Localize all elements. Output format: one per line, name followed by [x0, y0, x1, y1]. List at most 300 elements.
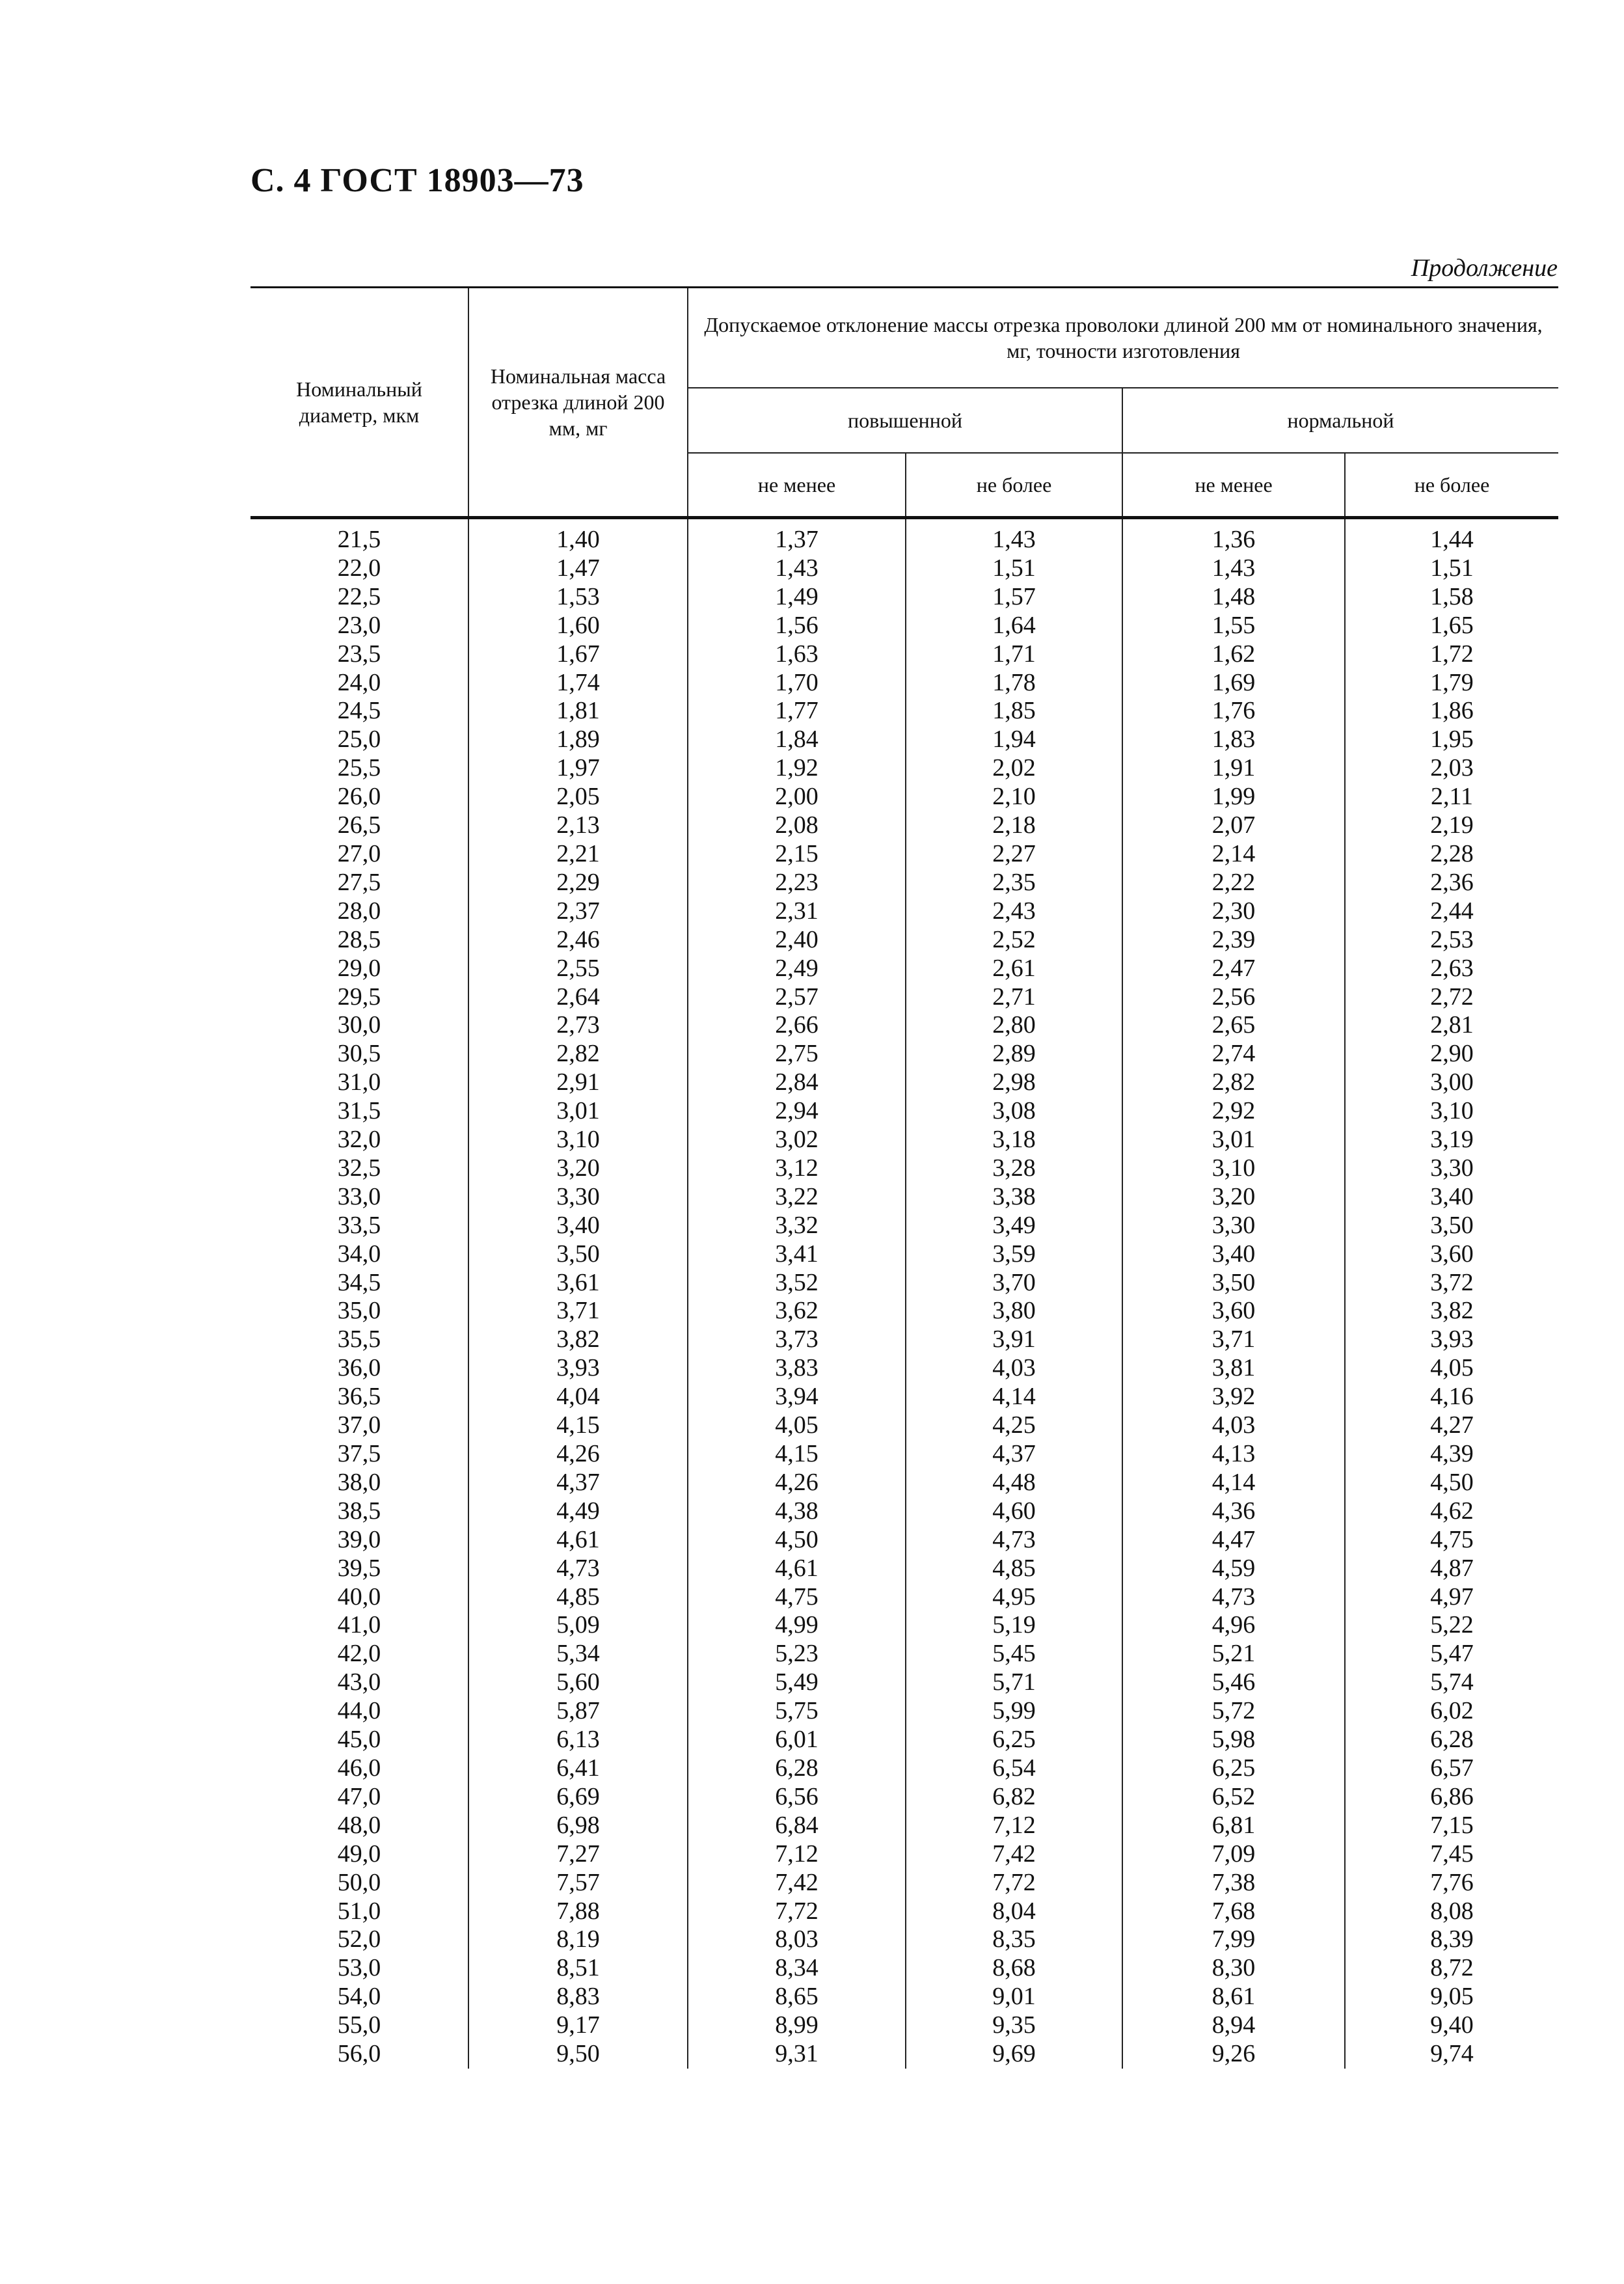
table-row: [250, 955, 1558, 983]
mass-cell: 5,60: [468, 1668, 688, 1697]
increased-max-cell: 4,25: [906, 1411, 1122, 1440]
table-row: [250, 1869, 1558, 1897]
table-row: [250, 1011, 1558, 1040]
increased-max-cell: 8,68: [906, 1954, 1122, 1983]
table-row: [250, 1068, 1558, 1097]
wire-mass-table: [250, 286, 1558, 2069]
increased-min-cell: 4,05: [688, 1411, 906, 1440]
mass-cell: 7,27: [468, 1840, 688, 1869]
normal-min-cell: 3,81: [1122, 1354, 1345, 1383]
increased-max-cell: 3,49: [906, 1212, 1122, 1240]
increased-max-cell: 2,61: [906, 955, 1122, 983]
normal-min-cell: 2,30: [1122, 897, 1345, 926]
normal-min-cell: 4,47: [1122, 1526, 1345, 1555]
diameter-cell: 22,0: [250, 554, 468, 583]
normal-max-cell: 3,93: [1345, 1326, 1558, 1354]
normal-min-cell: 3,30: [1122, 1212, 1345, 1240]
mass-cell: 1,40: [468, 518, 688, 554]
table-row: [250, 1983, 1558, 2011]
increased-min-cell: 3,41: [688, 1240, 906, 1269]
increased-max-cell: 3,38: [906, 1183, 1122, 1212]
table-row: [250, 811, 1558, 840]
normal-max-cell: 3,50: [1345, 1212, 1558, 1240]
increased-min-cell: 3,83: [688, 1354, 906, 1383]
normal-min-cell: 4,96: [1122, 1611, 1345, 1640]
increased-max-cell: 2,10: [906, 783, 1122, 811]
increased-min-cell: 6,56: [688, 1783, 906, 1812]
increased-min-cell: 6,01: [688, 1726, 906, 1754]
increased-min-cell: 2,15: [688, 840, 906, 869]
increased-min-cell: 4,15: [688, 1440, 906, 1469]
increased-max-cell: 4,60: [906, 1497, 1122, 1526]
mass-cell: 5,87: [468, 1697, 688, 1726]
increased-min-cell: 3,62: [688, 1297, 906, 1326]
increased-max-cell: 2,98: [906, 1068, 1122, 1097]
normal-max-cell: 1,51: [1345, 554, 1558, 583]
mass-cell: 5,34: [468, 1640, 688, 1668]
normal-min-cell: 4,14: [1122, 1469, 1345, 1497]
increased-max-cell: 2,18: [906, 811, 1122, 840]
diameter-cell: 23,5: [250, 640, 468, 669]
increased-max-cell: 4,85: [906, 1555, 1122, 1583]
increased-min-cell: 4,26: [688, 1469, 906, 1497]
table-row: [250, 1783, 1558, 1812]
normal-min-cell: 1,69: [1122, 669, 1345, 698]
table-row: [250, 669, 1558, 698]
mass-cell: 3,71: [468, 1297, 688, 1326]
mass-cell: 2,13: [468, 811, 688, 840]
mass-cell: 3,93: [468, 1354, 688, 1383]
diameter-cell: 25,0: [250, 726, 468, 754]
normal-max-cell: 3,00: [1345, 1068, 1558, 1097]
increased-min-cell: 2,66: [688, 1011, 906, 1040]
table-row: [250, 1640, 1558, 1668]
diameter-cell: 48,0: [250, 1812, 468, 1840]
table-row: [250, 1154, 1558, 1183]
increased-min-cell: 1,92: [688, 754, 906, 783]
diameter-cell: 25,5: [250, 754, 468, 783]
increased-max-cell: 1,71: [906, 640, 1122, 669]
increased-max-cell: 1,94: [906, 726, 1122, 754]
normal-max-cell: 8,08: [1345, 1897, 1558, 1926]
table-row: [250, 1240, 1558, 1269]
mass-cell: 4,26: [468, 1440, 688, 1469]
diameter-cell: 27,5: [250, 869, 468, 897]
diameter-cell: 50,0: [250, 1869, 468, 1897]
table-row: [250, 697, 1558, 726]
normal-max-cell: 3,19: [1345, 1126, 1558, 1154]
mass-cell: 4,73: [468, 1555, 688, 1583]
increased-min-cell: 2,75: [688, 1040, 906, 1068]
increased-max-cell: 9,01: [906, 1983, 1122, 2011]
increased-max-cell: 5,19: [906, 1611, 1122, 1640]
mass-cell: 3,30: [468, 1183, 688, 1212]
mass-cell: 6,41: [468, 1754, 688, 1783]
mass-cell: 3,20: [468, 1154, 688, 1183]
diameter-cell: 52,0: [250, 1925, 468, 1954]
mass-cell: 1,67: [468, 640, 688, 669]
wire-mass-table-container: [250, 286, 1558, 2069]
increased-min-cell: 3,94: [688, 1383, 906, 1411]
table-row: [250, 1126, 1558, 1154]
mass-cell: 4,49: [468, 1497, 688, 1526]
table-row: [250, 1183, 1558, 1212]
normal-min-cell: 2,07: [1122, 811, 1345, 840]
normal-min-cell: 3,01: [1122, 1126, 1345, 1154]
normal-max-cell: 6,86: [1345, 1783, 1558, 1812]
increased-min-cell: 1,63: [688, 640, 906, 669]
normal-min-cell: 7,09: [1122, 1840, 1345, 1869]
mass-cell: 9,50: [468, 2040, 688, 2069]
normal-max-cell: 4,87: [1345, 1555, 1558, 1583]
increased-min-cell: 3,73: [688, 1326, 906, 1354]
normal-max-cell: 5,47: [1345, 1640, 1558, 1668]
normal-min-cell: 2,14: [1122, 840, 1345, 869]
increased-min-cell: 1,77: [688, 697, 906, 726]
normal-min-cell: 5,21: [1122, 1640, 1345, 1668]
normal-max-cell: 2,44: [1345, 897, 1558, 926]
normal-max-cell: 3,82: [1345, 1297, 1558, 1326]
increased-max-cell: 2,02: [906, 754, 1122, 783]
normal-max-cell: 1,86: [1345, 697, 1558, 726]
header-increased-accuracy: повышенной: [688, 388, 1122, 453]
normal-min-cell: 1,76: [1122, 697, 1345, 726]
page-header: С. 4 ГОСТ 18903—73: [250, 162, 584, 199]
diameter-cell: 32,5: [250, 1154, 468, 1183]
diameter-cell: 37,0: [250, 1411, 468, 1440]
increased-max-cell: 4,14: [906, 1383, 1122, 1411]
mass-cell: 3,40: [468, 1212, 688, 1240]
diameter-cell: 26,5: [250, 811, 468, 840]
normal-max-cell: 2,36: [1345, 869, 1558, 897]
normal-max-cell: 2,28: [1345, 840, 1558, 869]
table-row: [250, 1097, 1558, 1126]
mass-cell: 1,74: [468, 669, 688, 698]
diameter-cell: 38,0: [250, 1469, 468, 1497]
normal-max-cell: 8,39: [1345, 1925, 1558, 1954]
mass-cell: 2,64: [468, 983, 688, 1012]
normal-min-cell: 9,26: [1122, 2040, 1345, 2069]
table-row: [250, 1840, 1558, 1869]
normal-min-cell: 5,46: [1122, 1668, 1345, 1697]
mass-cell: 1,60: [468, 612, 688, 640]
diameter-cell: 34,5: [250, 1269, 468, 1298]
mass-cell: 2,21: [468, 840, 688, 869]
diameter-cell: 31,5: [250, 1097, 468, 1126]
normal-min-cell: 6,25: [1122, 1754, 1345, 1783]
diameter-cell: 36,0: [250, 1354, 468, 1383]
table-row: [250, 869, 1558, 897]
normal-min-cell: 7,68: [1122, 1897, 1345, 1926]
increased-min-cell: 6,84: [688, 1812, 906, 1840]
increased-max-cell: 7,42: [906, 1840, 1122, 1869]
diameter-cell: 30,0: [250, 1011, 468, 1040]
normal-max-cell: 6,57: [1345, 1754, 1558, 1783]
normal-min-cell: 3,92: [1122, 1383, 1345, 1411]
normal-max-cell: 2,72: [1345, 983, 1558, 1012]
normal-max-cell: 2,03: [1345, 754, 1558, 783]
diameter-cell: 43,0: [250, 1668, 468, 1697]
increased-max-cell: 2,27: [906, 840, 1122, 869]
increased-max-cell: 2,52: [906, 926, 1122, 955]
diameter-cell: 24,0: [250, 669, 468, 698]
increased-max-cell: 1,85: [906, 697, 1122, 726]
normal-min-cell: 4,36: [1122, 1497, 1345, 1526]
continuation-label: Продолжение: [1411, 254, 1558, 282]
increased-min-cell: 3,22: [688, 1183, 906, 1212]
normal-max-cell: 3,30: [1345, 1154, 1558, 1183]
normal-min-cell: 3,40: [1122, 1240, 1345, 1269]
diameter-cell: 29,0: [250, 955, 468, 983]
normal-min-cell: 1,83: [1122, 726, 1345, 754]
normal-min-cell: 7,38: [1122, 1869, 1345, 1897]
mass-cell: 9,17: [468, 2011, 688, 2040]
table-row: [250, 1326, 1558, 1354]
table-row: [250, 1526, 1558, 1555]
normal-min-cell: 2,39: [1122, 926, 1345, 955]
normal-min-cell: 2,47: [1122, 955, 1345, 983]
normal-min-cell: 3,20: [1122, 1183, 1345, 1212]
increased-max-cell: 2,35: [906, 869, 1122, 897]
normal-max-cell: 6,02: [1345, 1697, 1558, 1726]
diameter-cell: 56,0: [250, 2040, 468, 2069]
increased-min-cell: 4,38: [688, 1497, 906, 1526]
increased-min-cell: 8,65: [688, 1983, 906, 2011]
table-row: [250, 1469, 1558, 1497]
table-row: [250, 840, 1558, 869]
diameter-cell: 44,0: [250, 1697, 468, 1726]
diameter-cell: 27,0: [250, 840, 468, 869]
normal-min-cell: 1,62: [1122, 640, 1345, 669]
table-row: [250, 2040, 1558, 2069]
increased-max-cell: 1,78: [906, 669, 1122, 698]
table-row: [250, 1040, 1558, 1068]
diameter-cell: 26,0: [250, 783, 468, 811]
mass-cell: 7,57: [468, 1869, 688, 1897]
increased-max-cell: 5,71: [906, 1668, 1122, 1697]
increased-max-cell: 4,03: [906, 1354, 1122, 1383]
table-row: [250, 1754, 1558, 1783]
normal-max-cell: 4,50: [1345, 1469, 1558, 1497]
increased-max-cell: 8,04: [906, 1897, 1122, 1926]
normal-max-cell: 7,76: [1345, 1869, 1558, 1897]
increased-max-cell: 4,48: [906, 1469, 1122, 1497]
table-row: [250, 583, 1558, 612]
increased-max-cell: 1,57: [906, 583, 1122, 612]
mass-cell: 2,82: [468, 1040, 688, 1068]
normal-max-cell: 7,15: [1345, 1812, 1558, 1840]
table-row: [250, 897, 1558, 926]
increased-max-cell: 3,28: [906, 1154, 1122, 1183]
increased-min-cell: 2,84: [688, 1068, 906, 1097]
increased-min-cell: 4,50: [688, 1526, 906, 1555]
normal-max-cell: 4,05: [1345, 1354, 1558, 1383]
table-row: [250, 1555, 1558, 1583]
normal-max-cell: 4,97: [1345, 1583, 1558, 1612]
table-row: [250, 1583, 1558, 1612]
header-increased-not-more: не более: [906, 453, 1122, 518]
increased-max-cell: 2,43: [906, 897, 1122, 926]
normal-min-cell: 2,74: [1122, 1040, 1345, 1068]
normal-max-cell: 9,74: [1345, 2040, 1558, 2069]
increased-max-cell: 6,82: [906, 1783, 1122, 1812]
increased-min-cell: 2,08: [688, 811, 906, 840]
mass-cell: 3,82: [468, 1326, 688, 1354]
increased-min-cell: 2,57: [688, 983, 906, 1012]
increased-min-cell: 3,32: [688, 1212, 906, 1240]
diameter-cell: 22,5: [250, 583, 468, 612]
normal-max-cell: 9,05: [1345, 1983, 1558, 2011]
diameter-cell: 30,5: [250, 1040, 468, 1068]
normal-max-cell: 2,53: [1345, 926, 1558, 955]
mass-cell: 2,73: [468, 1011, 688, 1040]
table-row: [250, 1354, 1558, 1383]
table-row: [250, 2011, 1558, 2040]
normal-min-cell: 1,36: [1122, 518, 1345, 554]
increased-min-cell: 7,72: [688, 1897, 906, 1926]
increased-max-cell: 6,25: [906, 1726, 1122, 1754]
normal-max-cell: 2,11: [1345, 783, 1558, 811]
increased-min-cell: 1,84: [688, 726, 906, 754]
table-row: [250, 1212, 1558, 1240]
normal-min-cell: 6,52: [1122, 1783, 1345, 1812]
mass-cell: 4,15: [468, 1411, 688, 1440]
table-row: [250, 612, 1558, 640]
normal-max-cell: 4,16: [1345, 1383, 1558, 1411]
mass-cell: 7,88: [468, 1897, 688, 1926]
increased-max-cell: 4,95: [906, 1583, 1122, 1612]
diameter-cell: 29,5: [250, 983, 468, 1012]
increased-min-cell: 3,52: [688, 1269, 906, 1298]
diameter-cell: 23,0: [250, 612, 468, 640]
mass-cell: 6,69: [468, 1783, 688, 1812]
normal-max-cell: 1,72: [1345, 640, 1558, 669]
increased-max-cell: 9,69: [906, 2040, 1122, 2069]
normal-max-cell: 3,10: [1345, 1097, 1558, 1126]
normal-max-cell: 9,40: [1345, 2011, 1558, 2040]
increased-min-cell: 8,03: [688, 1925, 906, 1954]
normal-min-cell: 7,99: [1122, 1925, 1345, 1954]
normal-min-cell: 1,99: [1122, 783, 1345, 811]
header-normal-accuracy: нормальной: [1122, 388, 1558, 453]
increased-min-cell: 5,75: [688, 1697, 906, 1726]
normal-min-cell: 2,92: [1122, 1097, 1345, 1126]
normal-min-cell: 2,22: [1122, 869, 1345, 897]
increased-max-cell: 2,89: [906, 1040, 1122, 1068]
diameter-cell: 33,5: [250, 1212, 468, 1240]
diameter-cell: 24,5: [250, 697, 468, 726]
header-deviation-group: Допускаемое отклонение массы отрезка проволоки длиной 200 мм от номинального значения, мг, точности изготовления: [688, 288, 1558, 388]
mass-cell: 3,01: [468, 1097, 688, 1126]
normal-min-cell: 4,73: [1122, 1583, 1345, 1612]
mass-cell: 1,53: [468, 583, 688, 612]
mass-cell: 1,97: [468, 754, 688, 783]
increased-max-cell: 2,80: [906, 1011, 1122, 1040]
normal-min-cell: 3,71: [1122, 1326, 1345, 1354]
diameter-cell: 41,0: [250, 1611, 468, 1640]
mass-cell: 4,85: [468, 1583, 688, 1612]
increased-max-cell: 1,51: [906, 554, 1122, 583]
mass-cell: 3,61: [468, 1269, 688, 1298]
normal-max-cell: 1,58: [1345, 583, 1558, 612]
normal-max-cell: 1,44: [1345, 518, 1558, 554]
increased-min-cell: 1,70: [688, 669, 906, 698]
normal-min-cell: 8,94: [1122, 2011, 1345, 2040]
table-row: [250, 754, 1558, 783]
table-row: [250, 1925, 1558, 1954]
table-row: [250, 1726, 1558, 1754]
table-row: [250, 518, 1558, 554]
diameter-cell: 37,5: [250, 1440, 468, 1469]
increased-min-cell: 8,34: [688, 1954, 906, 1983]
normal-max-cell: 4,27: [1345, 1411, 1558, 1440]
mass-cell: 2,55: [468, 955, 688, 983]
increased-max-cell: 2,71: [906, 983, 1122, 1012]
normal-max-cell: 2,90: [1345, 1040, 1558, 1068]
increased-min-cell: 4,99: [688, 1611, 906, 1640]
normal-min-cell: 1,48: [1122, 583, 1345, 612]
mass-cell: 4,37: [468, 1469, 688, 1497]
header-diameter: Номинальный диаметр, мкм: [250, 288, 468, 518]
increased-max-cell: 3,08: [906, 1097, 1122, 1126]
mass-cell: 6,13: [468, 1726, 688, 1754]
table-row: [250, 1954, 1558, 1983]
normal-min-cell: 3,10: [1122, 1154, 1345, 1183]
normal-max-cell: 3,60: [1345, 1240, 1558, 1269]
diameter-cell: 55,0: [250, 2011, 468, 2040]
diameter-cell: 21,5: [250, 518, 468, 554]
diameter-cell: 42,0: [250, 1640, 468, 1668]
normal-min-cell: 3,50: [1122, 1269, 1345, 1298]
increased-max-cell: 4,37: [906, 1440, 1122, 1469]
increased-min-cell: 4,75: [688, 1583, 906, 1612]
normal-max-cell: 5,22: [1345, 1611, 1558, 1640]
mass-cell: 4,61: [468, 1526, 688, 1555]
normal-max-cell: 2,81: [1345, 1011, 1558, 1040]
diameter-cell: 54,0: [250, 1983, 468, 2011]
diameter-cell: 32,0: [250, 1126, 468, 1154]
diameter-cell: 46,0: [250, 1754, 468, 1783]
increased-max-cell: 5,99: [906, 1697, 1122, 1726]
increased-max-cell: 7,12: [906, 1812, 1122, 1840]
normal-min-cell: 1,91: [1122, 754, 1345, 783]
mass-cell: 2,37: [468, 897, 688, 926]
diameter-cell: 39,5: [250, 1555, 468, 1583]
increased-min-cell: 1,43: [688, 554, 906, 583]
table-row: [250, 1897, 1558, 1926]
normal-max-cell: 1,79: [1345, 669, 1558, 698]
diameter-cell: 28,0: [250, 897, 468, 926]
increased-min-cell: 8,99: [688, 2011, 906, 2040]
table-row: [250, 726, 1558, 754]
increased-max-cell: 3,70: [906, 1269, 1122, 1298]
increased-min-cell: 6,28: [688, 1754, 906, 1783]
increased-max-cell: 8,35: [906, 1925, 1122, 1954]
table-row: [250, 1812, 1558, 1840]
increased-max-cell: 3,91: [906, 1326, 1122, 1354]
diameter-cell: 53,0: [250, 1954, 468, 1983]
diameter-cell: 40,0: [250, 1583, 468, 1612]
increased-min-cell: 5,23: [688, 1640, 906, 1668]
normal-max-cell: 2,19: [1345, 811, 1558, 840]
table-row: [250, 1440, 1558, 1469]
normal-max-cell: 4,62: [1345, 1497, 1558, 1526]
diameter-cell: 47,0: [250, 1783, 468, 1812]
mass-cell: 2,29: [468, 869, 688, 897]
table-row: [250, 983, 1558, 1012]
increased-max-cell: 9,35: [906, 2011, 1122, 2040]
normal-max-cell: 3,72: [1345, 1269, 1558, 1298]
